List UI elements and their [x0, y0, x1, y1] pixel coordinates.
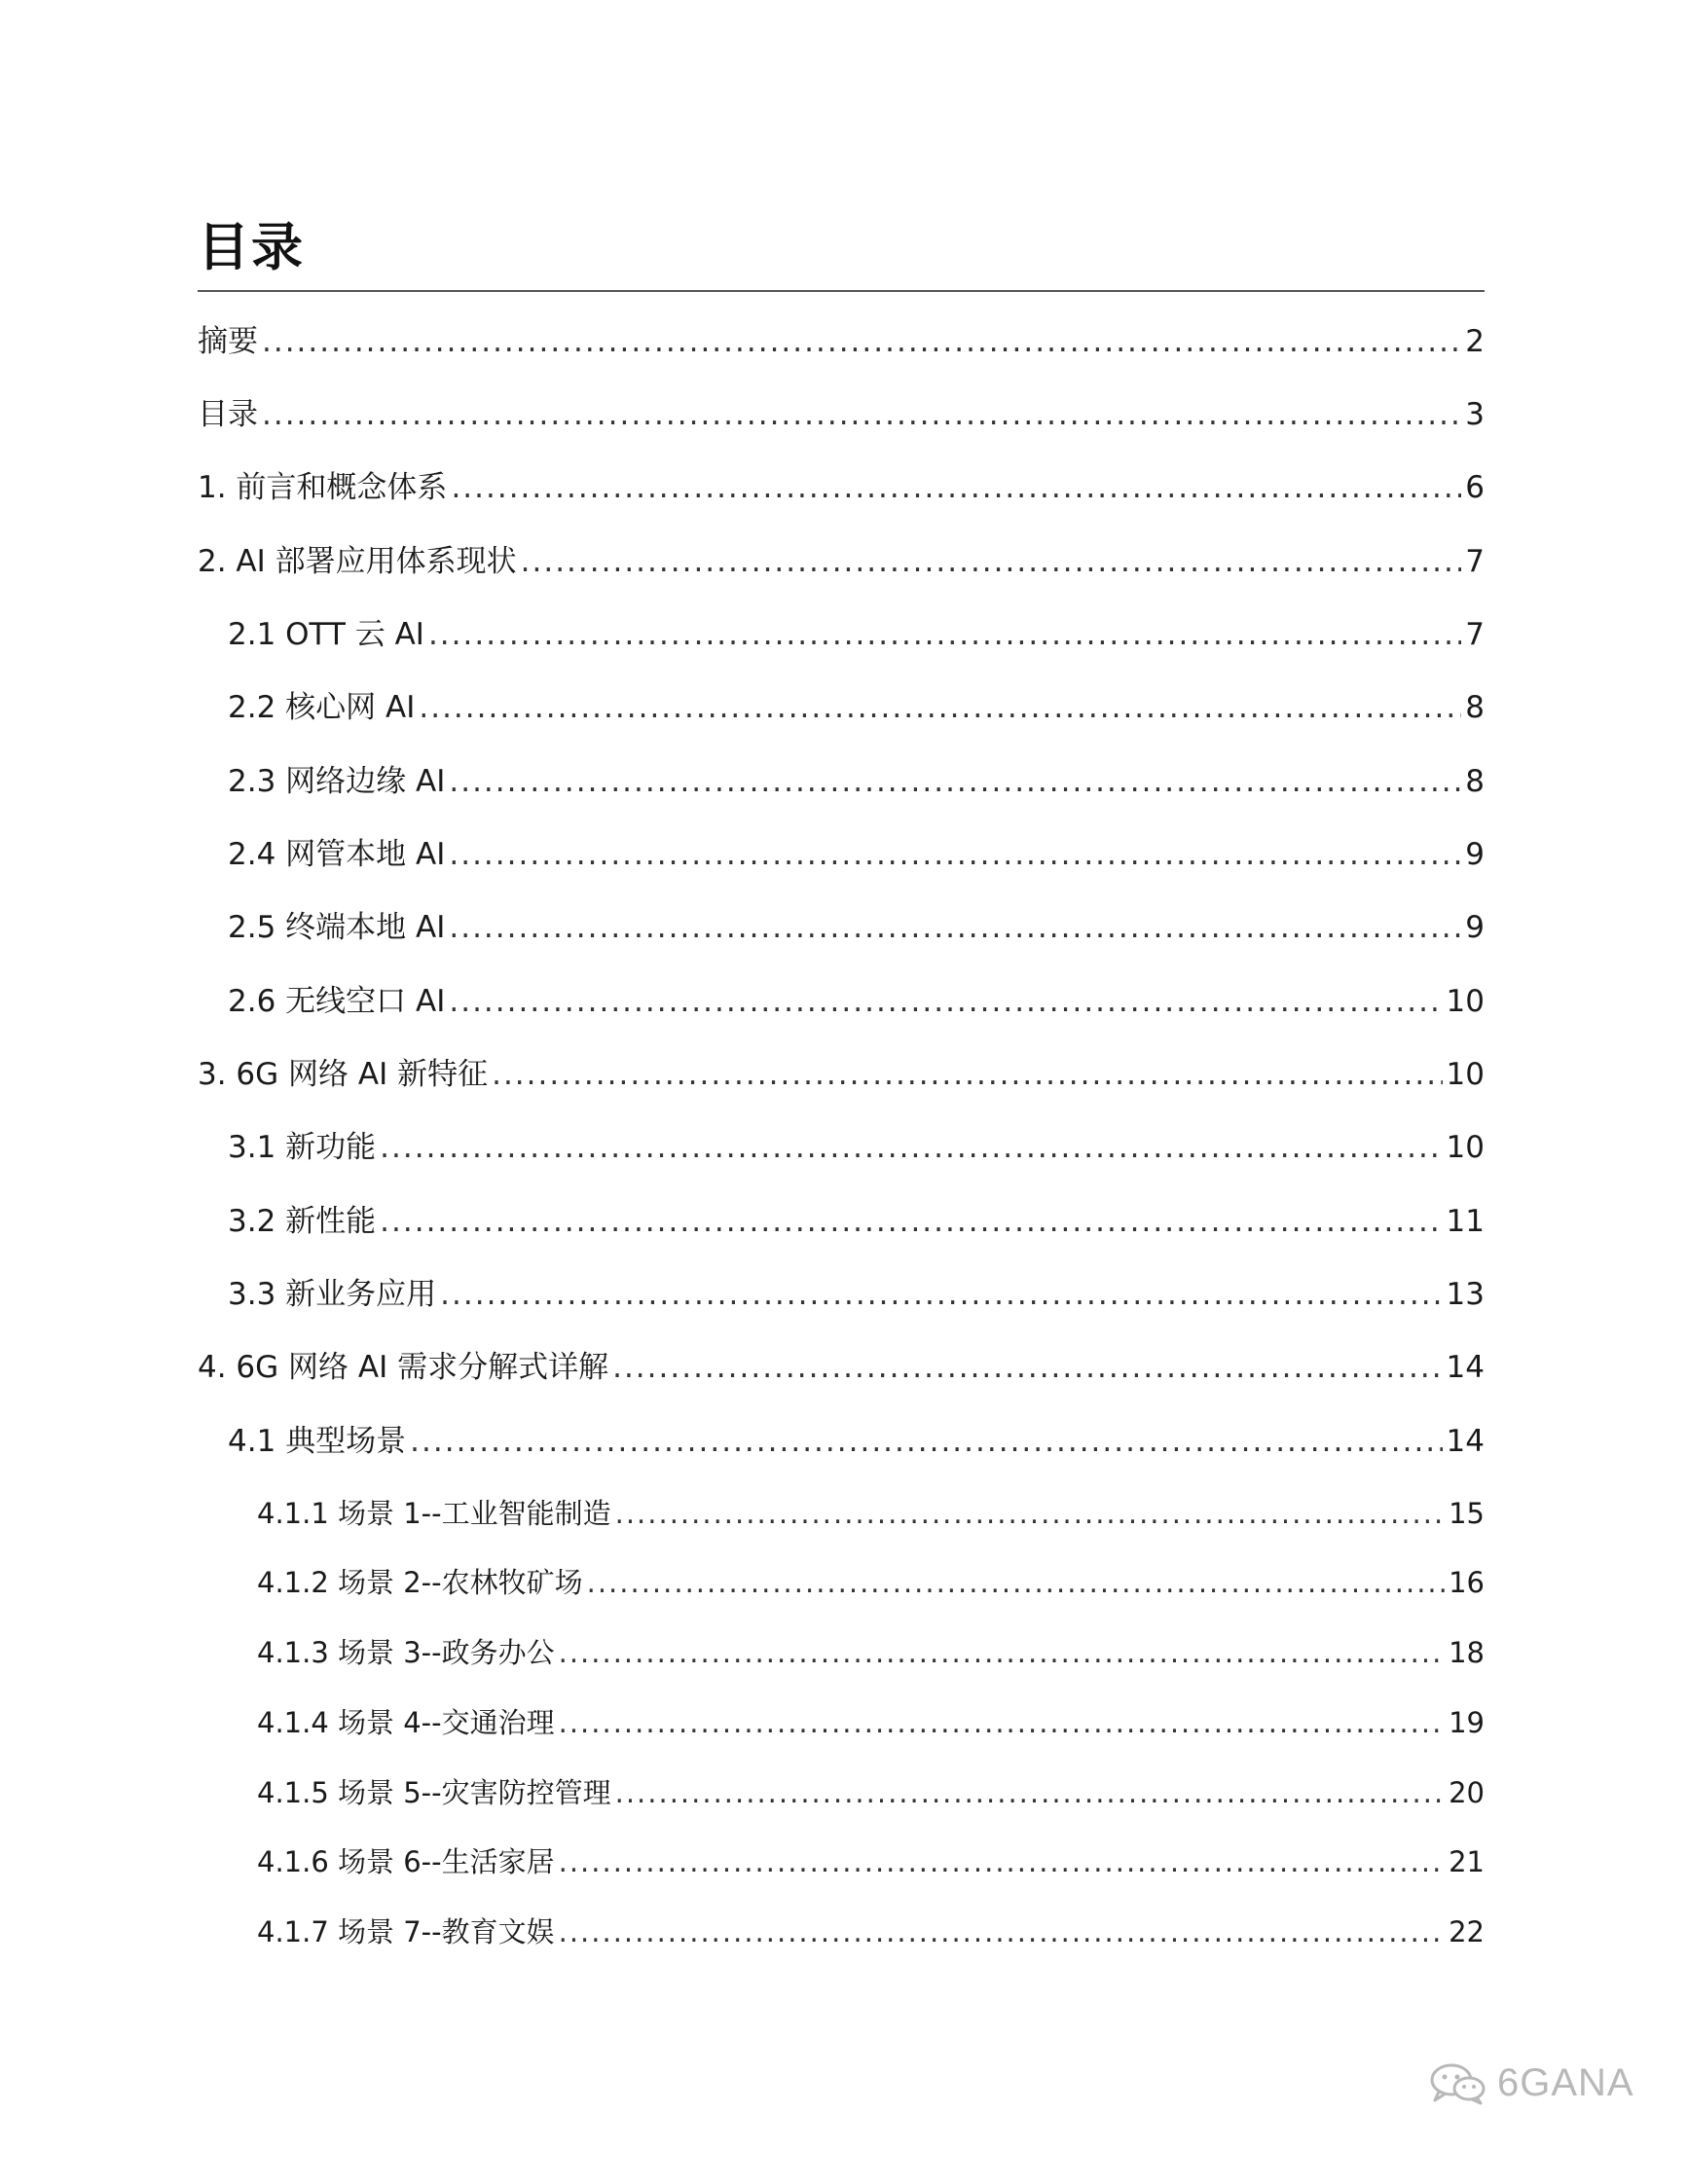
- toc-entry-label: 2. AI 部署应用体系现状: [198, 544, 517, 579]
- dot-leader: [451, 468, 1461, 507]
- dot-leader: [380, 1128, 1442, 1167]
- dot-leader: [615, 1494, 1445, 1533]
- toc-entry-page: 7: [1465, 617, 1485, 652]
- toc-entry[interactable]: [228, 688, 1485, 727]
- dot-leader: [449, 835, 1461, 874]
- toc-entry-page: 9: [1465, 837, 1485, 872]
- toc-entry[interactable]: [228, 835, 1485, 874]
- dot-leader: [419, 688, 1461, 727]
- dot-leader: [449, 762, 1461, 801]
- toc-entry-label: 4. 6G 网络 AI 需求分解式详解: [198, 1350, 609, 1385]
- dot-leader: [612, 1348, 1442, 1387]
- toc-entry[interactable]: [228, 1422, 1485, 1461]
- toc-entry[interactable]: [228, 1202, 1485, 1241]
- toc-entry[interactable]: [198, 322, 1485, 361]
- toc-entry-label: 2.2 核心网 AI: [228, 690, 416, 725]
- dot-leader: [428, 615, 1461, 654]
- toc-entry-label: 2.3 网络边缘 AI: [228, 764, 446, 799]
- toc-entry[interactable]: [257, 1773, 1485, 1812]
- dot-leader: [587, 1563, 1445, 1602]
- toc-entry[interactable]: [257, 1563, 1485, 1602]
- toc-entry-page: 6: [1465, 470, 1485, 505]
- toc-entry-page: 9: [1465, 910, 1485, 945]
- dot-leader: [615, 1773, 1445, 1812]
- toc-entry-page: 2: [1465, 324, 1485, 359]
- toc-entry-page: 10: [1446, 1130, 1485, 1165]
- toc-entry-label: 4.1.1 场景 1--工业智能制造: [257, 1497, 611, 1530]
- toc-entry-page: 7: [1465, 544, 1485, 579]
- toc-entry-label: 4.1.6 场景 6--生活家居: [257, 1845, 555, 1878]
- toc-entry[interactable]: [198, 542, 1485, 581]
- toc-entry-page: 18: [1449, 1636, 1485, 1669]
- toc-entry-label: 4.1.3 场景 3--政务办公: [257, 1636, 555, 1669]
- toc-entry-page: 8: [1465, 764, 1485, 799]
- toc-entry-label: 2.6 无线空口 AI: [228, 984, 446, 1019]
- toc-entry-page: 10: [1446, 984, 1485, 1019]
- toc-entry-label: 4.1.5 场景 5--灾害防控管理: [257, 1776, 611, 1809]
- toc-entry-page: 11: [1446, 1204, 1485, 1239]
- toc-entry-page: 15: [1449, 1497, 1485, 1530]
- toc-entry-page: 10: [1446, 1057, 1485, 1092]
- toc-entry[interactable]: [257, 1494, 1485, 1533]
- toc-entry-label: 4.1.2 场景 2--农林牧矿场: [257, 1566, 583, 1599]
- toc-entry-label: 2.1 OTT 云 AI: [228, 617, 424, 652]
- toc-entry-label: 2.4 网管本地 AI: [228, 837, 446, 872]
- toc-entry-label: 3. 6G 网络 AI 新特征: [198, 1057, 489, 1092]
- toc-entry-label: 2.5 终端本地 AI: [228, 910, 446, 945]
- toc-title: 目录: [198, 218, 305, 277]
- toc-entry-page: 14: [1446, 1350, 1485, 1385]
- dot-leader: [559, 1633, 1445, 1672]
- toc-entry[interactable]: [228, 615, 1485, 654]
- toc-entry-label: 3.1 新功能: [228, 1130, 377, 1165]
- toc-entry-page: 21: [1449, 1845, 1485, 1878]
- toc-entry[interactable]: [198, 1348, 1485, 1387]
- toc-entry-label: 4.1.4 场景 4--交通治理: [257, 1706, 555, 1739]
- toc-entry-label: 目录: [198, 397, 258, 432]
- toc-entry-label: 摘要: [198, 324, 258, 359]
- dot-leader: [262, 322, 1461, 361]
- toc-entry-page: 20: [1449, 1776, 1485, 1809]
- toc-entry[interactable]: [228, 982, 1485, 1021]
- toc-entry-page: 19: [1449, 1706, 1485, 1739]
- toc-entry[interactable]: [228, 762, 1485, 801]
- toc-entry-page: 3: [1465, 397, 1485, 432]
- toc-entry[interactable]: [198, 1055, 1485, 1094]
- wechat-icon: [1429, 2062, 1487, 2105]
- dot-leader: [521, 542, 1462, 581]
- watermark: [1429, 2061, 1634, 2105]
- toc-entry[interactable]: [228, 908, 1485, 947]
- toc-entry-label: 4.1 典型场景: [228, 1424, 407, 1459]
- dot-leader: [559, 1912, 1445, 1951]
- toc-entry[interactable]: [198, 395, 1485, 434]
- toc-entry-page: 22: [1449, 1915, 1485, 1948]
- watermark-text: 6GANA: [1497, 2061, 1634, 2104]
- dot-leader: [492, 1055, 1442, 1094]
- dot-leader: [449, 982, 1442, 1021]
- toc-entry[interactable]: [257, 1703, 1485, 1742]
- dot-leader: [262, 395, 1461, 434]
- toc-entry[interactable]: [228, 1275, 1485, 1314]
- dot-leader: [380, 1202, 1442, 1241]
- dot-leader: [559, 1842, 1445, 1881]
- dot-leader: [449, 908, 1461, 947]
- toc-entry-label: 3.2 新性能: [228, 1204, 377, 1239]
- dot-leader: [410, 1422, 1442, 1461]
- toc-entry-label: 3.3 新业务应用: [228, 1277, 437, 1312]
- dot-leader: [559, 1703, 1445, 1742]
- toc-entry-label: 1. 前言和概念体系: [198, 470, 448, 505]
- toc-entry[interactable]: [257, 1912, 1485, 1951]
- toc-entry-page: 14: [1446, 1424, 1485, 1459]
- title-divider: [198, 290, 1485, 292]
- toc-entry[interactable]: [257, 1633, 1485, 1672]
- toc-entry-page: 13: [1446, 1277, 1485, 1312]
- toc-entry[interactable]: [228, 1128, 1485, 1167]
- toc-entry-page: 8: [1465, 690, 1485, 725]
- dot-leader: [440, 1275, 1442, 1314]
- toc-entry[interactable]: [257, 1842, 1485, 1881]
- toc-entry-page: 16: [1449, 1566, 1485, 1599]
- toc-entry-label: 4.1.7 场景 7--教育文娱: [257, 1915, 555, 1948]
- toc-entry[interactable]: [198, 468, 1485, 507]
